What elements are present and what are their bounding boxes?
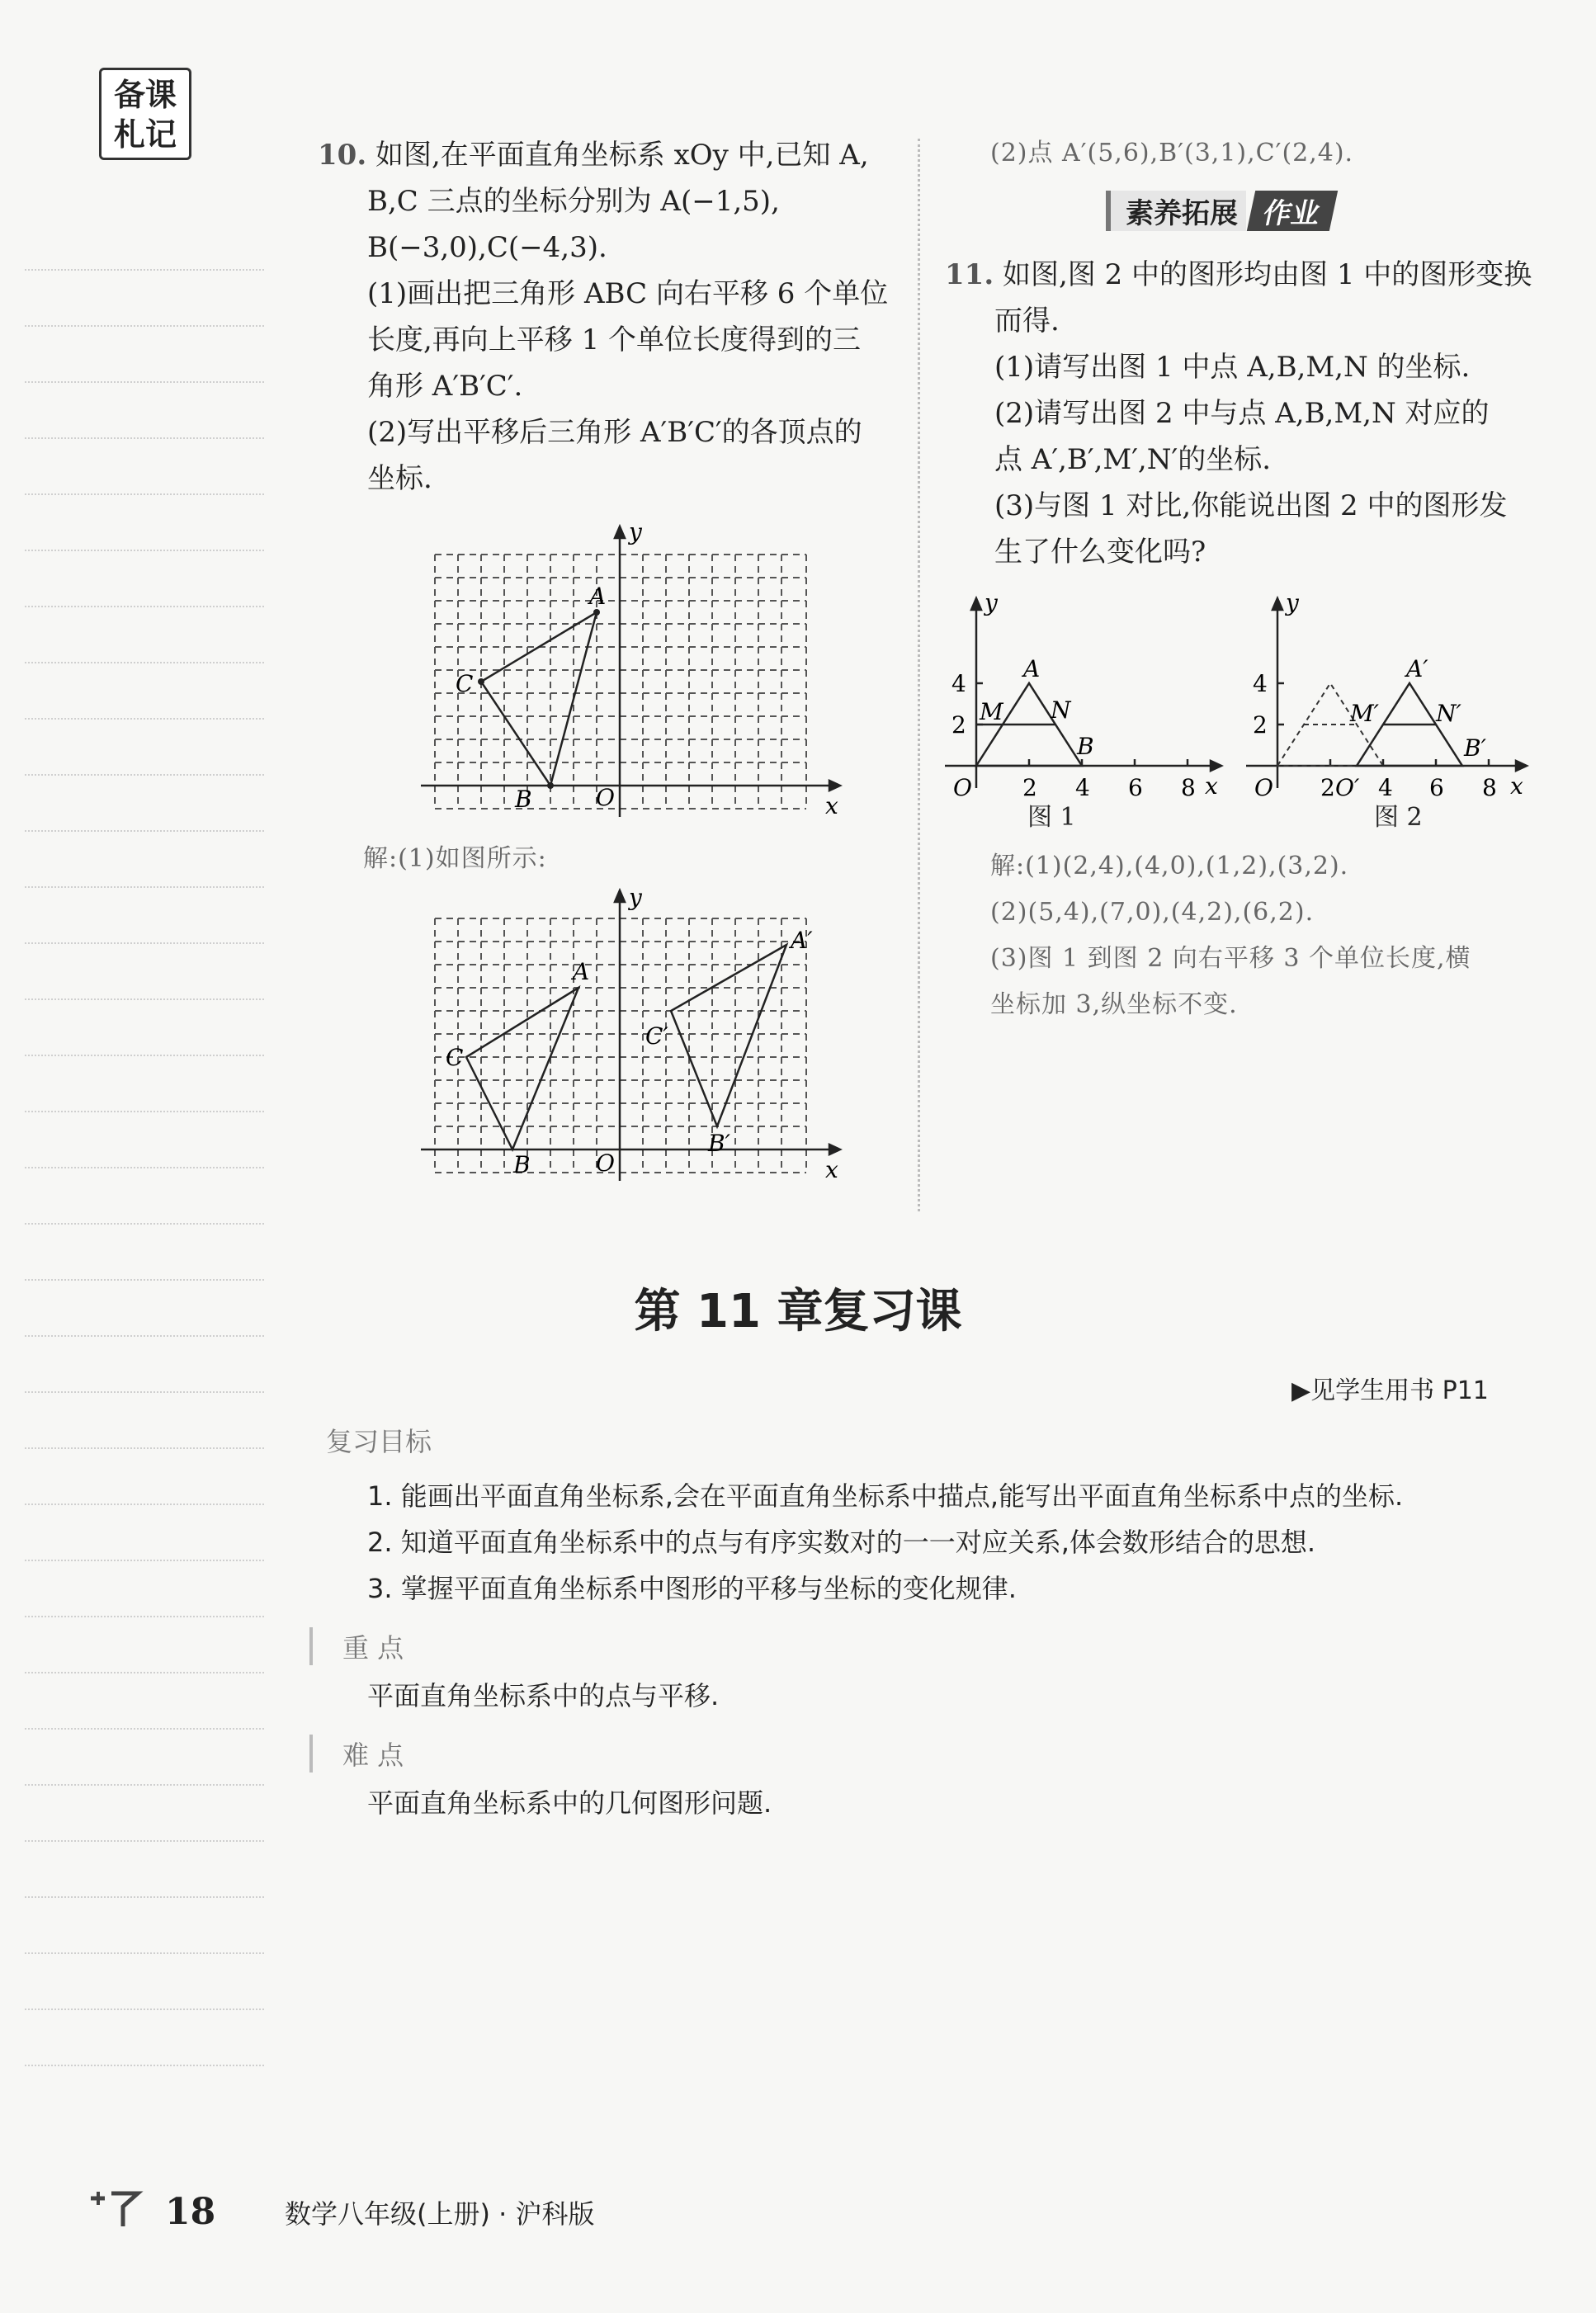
q11-line: (1)请写出图 1 中点 A,B,M,N 的坐标. bbox=[994, 351, 1471, 384]
label-m: M bbox=[980, 698, 1003, 725]
q11-line: 如图,图 2 中的图形均由图 1 中的图形变换 bbox=[1002, 258, 1532, 291]
triangle-abc bbox=[466, 988, 578, 1149]
key-heading: 重 点 bbox=[309, 1627, 404, 1665]
q10-answer-figure bbox=[413, 887, 858, 1192]
page-number: 18 bbox=[165, 2191, 216, 2233]
label-o: O bbox=[953, 774, 972, 801]
label-b-prime: B′ bbox=[1464, 734, 1486, 762]
q11-answer: (3)图 1 到图 2 向右平移 3 个单位长度,横 bbox=[990, 944, 1471, 973]
label-m-prime: M′ bbox=[1350, 700, 1380, 727]
q11-line: 点 A′,B′,M′,N′的坐标. bbox=[994, 443, 1272, 476]
fig1-caption: 图 1 bbox=[1027, 803, 1076, 832]
label-a-prime: A′ bbox=[791, 927, 813, 954]
tick-6: 6 bbox=[1429, 774, 1444, 801]
label-n: N bbox=[1051, 696, 1071, 724]
label-b-prime: B′ bbox=[708, 1130, 730, 1157]
label-c-prime: C′ bbox=[645, 1022, 668, 1050]
label-a: A bbox=[1023, 655, 1041, 682]
badge-line2: 札记 bbox=[113, 116, 177, 153]
footer-logo-icon bbox=[87, 2188, 144, 2231]
section-tag-right: 作业 bbox=[1247, 191, 1338, 231]
q10-answer-2: (2)点 A′(5,6),B′(3,1),C′(2,4). bbox=[990, 139, 1354, 168]
q11-answer: 坐标加 3,纵坐标不变. bbox=[990, 990, 1238, 1019]
q10-answer-intro: 解:(1)如图所示: bbox=[363, 844, 547, 873]
label-y: y bbox=[629, 887, 642, 911]
label-o-prime: O′ bbox=[1335, 774, 1360, 801]
q11-line: 生了什么变化吗? bbox=[994, 536, 1206, 569]
q10-line: 坐标. bbox=[367, 462, 432, 495]
tick-2: 2 bbox=[1253, 711, 1268, 739]
badge-line1: 备课 bbox=[113, 77, 177, 113]
label-o: O bbox=[596, 784, 615, 811]
point-c bbox=[478, 678, 484, 685]
goal-item: 3. 掌握平面直角坐标系中图形的平移与坐标的变化规律. bbox=[367, 1573, 1017, 1604]
label-a: A bbox=[589, 583, 607, 610]
label-o: O bbox=[1254, 774, 1273, 801]
tick-2: 2 bbox=[1320, 774, 1335, 801]
diff-heading: 难 点 bbox=[309, 1735, 404, 1773]
q11-answer: (2)(5,4),(7,0),(4,2),(6,2). bbox=[990, 898, 1315, 927]
label-n-prime: N′ bbox=[1436, 700, 1461, 727]
q10-figure bbox=[413, 520, 858, 825]
tick-8: 8 bbox=[1181, 774, 1196, 801]
key-text: 平面直角坐标系中的点与平移. bbox=[367, 1680, 720, 1711]
notes-badge bbox=[99, 68, 191, 160]
tick-2: 2 bbox=[951, 711, 966, 739]
label-c: C bbox=[446, 1044, 464, 1071]
goal-item: 2. 知道平面直角坐标系中的点与有序实数对的一一对应关系,体会数形结合的思想. bbox=[367, 1527, 1316, 1558]
q11-number: 11. bbox=[945, 258, 994, 291]
q10-number: 10. bbox=[318, 139, 367, 172]
tick-4: 4 bbox=[1378, 774, 1393, 801]
q11-answers bbox=[990, 843, 1471, 1028]
label-o: O bbox=[596, 1149, 615, 1177]
q10-answer-axes bbox=[421, 890, 840, 1181]
q11-line: (2)请写出图 2 中与点 A,B,M,N 对应的 bbox=[994, 397, 1490, 430]
tick-2: 2 bbox=[1022, 774, 1037, 801]
section-tag-left: 素养拓展 bbox=[1106, 191, 1246, 231]
q10-line: 如图,在平面直角坐标系 xOy 中,已知 A, bbox=[375, 139, 869, 172]
tick-4: 4 bbox=[951, 670, 966, 697]
label-y: y bbox=[629, 520, 642, 545]
label-x: x bbox=[825, 1156, 838, 1183]
q10-line: B(−3,0),C(−4,3). bbox=[367, 231, 607, 264]
label-b: B bbox=[1077, 733, 1094, 760]
label-x: x bbox=[825, 792, 838, 819]
q11-line: 而得. bbox=[994, 304, 1060, 338]
q10-line: B,C 三点的坐标分别为 A(−1,5), bbox=[367, 185, 780, 218]
q11-line: (3)与图 1 对比,你能说出图 2 中的图形发 bbox=[994, 489, 1508, 522]
fig2-caption: 图 2 bbox=[1374, 803, 1423, 832]
point-a bbox=[593, 609, 600, 616]
label-x: x bbox=[1205, 772, 1218, 800]
label-y: y bbox=[1286, 594, 1299, 616]
q10-line: (1)画出把三角形 ABC 向右平移 6 个单位 bbox=[367, 277, 889, 310]
point-b bbox=[547, 782, 554, 789]
label-b: B bbox=[515, 786, 532, 813]
label-y: y bbox=[985, 594, 998, 616]
question-11 bbox=[945, 252, 1539, 575]
q10-axes bbox=[421, 526, 840, 817]
note-lines bbox=[25, 215, 264, 2055]
label-a-prime: A′ bbox=[1406, 655, 1428, 682]
column-divider bbox=[918, 139, 920, 1211]
section-tag bbox=[1106, 191, 1334, 229]
goals-list bbox=[367, 1473, 1403, 1612]
q10-line: (2)写出平移后三角形 A′B′C′的各顶点的 bbox=[367, 416, 862, 449]
label-b: B bbox=[513, 1151, 531, 1178]
tick-4: 4 bbox=[1253, 670, 1268, 697]
tick-6: 6 bbox=[1128, 774, 1143, 801]
diff-text: 平面直角坐标系中的几何图形问题. bbox=[367, 1787, 772, 1819]
q10-line: 角形 A′B′C′. bbox=[367, 370, 523, 403]
q11-answer: 解:(1)(2,4),(4,0),(1,2),(3,2). bbox=[990, 852, 1349, 880]
goal-item: 1. 能画出平面直角坐标系,会在平面直角坐标系中描点,能写出平面直角坐标系中点的坐标. bbox=[367, 1480, 1404, 1512]
tick-8: 8 bbox=[1482, 774, 1497, 801]
book-title: 数学八年级(上册) · 沪科版 bbox=[285, 2198, 595, 2230]
q11-figure-1 bbox=[937, 594, 1234, 833]
tick-4: 4 bbox=[1075, 774, 1090, 801]
label-a: A bbox=[573, 958, 590, 985]
chapter-title: 第 11 章复习课 bbox=[634, 1285, 962, 1338]
triangle-abc bbox=[481, 612, 597, 786]
student-book-ref: ▶见学生用书 P11 bbox=[1291, 1376, 1489, 1405]
goals-heading: 复习目标 bbox=[326, 1426, 432, 1457]
question-10 bbox=[318, 132, 912, 502]
label-x: x bbox=[1510, 772, 1523, 800]
label-c: C bbox=[456, 670, 474, 697]
q10-line: 长度,再向上平移 1 个单位长度得到的三 bbox=[367, 323, 862, 356]
